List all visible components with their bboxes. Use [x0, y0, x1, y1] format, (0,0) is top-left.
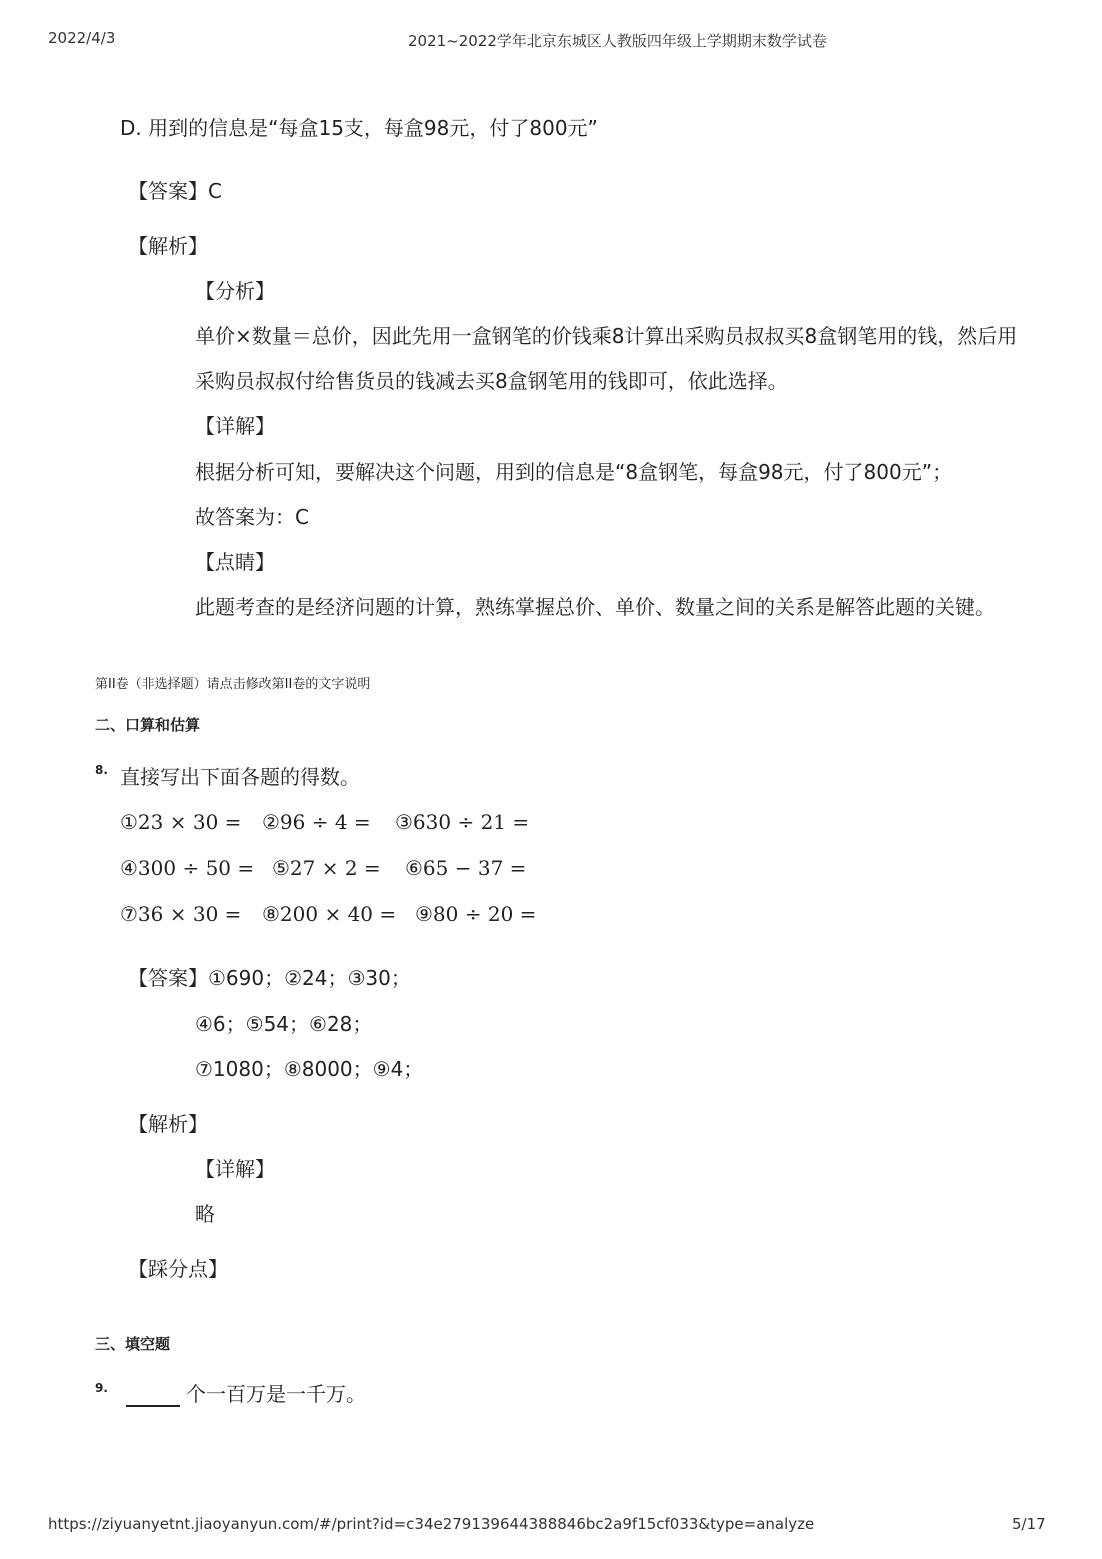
q8-stem: 直接写出下面各题的得数。 [120, 765, 360, 789]
q8-answer-line3: ⑦1080；⑧8000；⑨4； [195, 1057, 424, 1081]
q8-xiangjie-title: 【详解】 [195, 1157, 275, 1181]
q8-number: 8. [95, 763, 108, 777]
q8-item-8: ⑧200 × 40 = [262, 902, 397, 926]
section3-title: 三、填空题 [95, 1335, 171, 1353]
q8-item-1: ①23 × 30 = [120, 810, 242, 834]
q7-fenxi-line1: 单价×数量＝总价，因此先用一盒钢笔的价钱乘8计算出采购员叔叔买8盒钢笔用的钱，然后用 [195, 324, 1018, 348]
page-number: 5/17 [1012, 1515, 1046, 1533]
q8-answer-line2: ④6；⑤54；⑥28； [195, 1012, 373, 1036]
q8-item-5: ⑤27 × 2 = [272, 856, 381, 880]
q8-answer-line1: 【答案】①690；②24；③30； [128, 966, 411, 990]
print-date: 2022/4/3 [48, 29, 116, 47]
page-url: https://ziyuanyetnt.jiaoyanyun.com/#/print?id=c34e279139644388846bc2a9f15cf033&type=analyze [48, 1515, 815, 1533]
q7-xiangjie-title: 【详解】 [195, 414, 275, 438]
q9-answer-blank[interactable] [126, 1383, 180, 1407]
q7-analysis-title: 【解析】 [128, 234, 208, 258]
q9-line [126, 1381, 366, 1407]
part2-note: 第II卷（非选择题）请点击修改第II卷的文字说明 [95, 677, 371, 692]
q7-dianjing-title: 【点睛】 [195, 550, 275, 574]
q8-item-3: ③630 ÷ 21 = [395, 810, 530, 834]
q8-item-6: ⑥65 − 37 = [405, 856, 527, 880]
q7-xiangjie-line2: 故答案为：C [195, 505, 309, 529]
q7-dianjing-line1: 此题考查的是经济问题的计算，熟练掌握总价、单价、数量之间的关系是解答此题的关键。 [195, 595, 995, 619]
q7-xiangjie-line1: 根据分析可知，要解决这个问题，用到的信息是“8盒钢笔，每盒98元，付了800元”； [195, 460, 953, 484]
q8-analysis-title: 【解析】 [128, 1112, 208, 1136]
q8-item-9: ⑨80 ÷ 20 = [415, 902, 537, 926]
document-title: 2021~2022学年北京东城区人教版四年级上学期期末数学试卷 [408, 32, 827, 50]
q8-item-7: ⑦36 × 30 = [120, 902, 242, 926]
q7-answer: 【答案】C [128, 179, 222, 203]
q8-xiangjie-text: 略 [195, 1202, 215, 1226]
q8-item-4: ④300 ÷ 50 = [120, 856, 255, 880]
section2-title: 二、口算和估算 [95, 716, 201, 734]
q9-number: 9. [95, 1381, 108, 1395]
option-d: D. 用到的信息是“每盒15支，每盒98元，付了800元” [120, 116, 598, 140]
q7-fenxi-line2: 采购员叔叔付给售货员的钱减去买8盒钢笔用的钱即可，依此选择。 [195, 369, 788, 393]
q8-points-title: 【踩分点】 [128, 1257, 228, 1281]
q8-item-2: ②96 ÷ 4 = [262, 810, 371, 834]
q9-stem: 个一百万是一千万。 [186, 1382, 366, 1406]
q7-fenxi-title: 【分析】 [195, 279, 275, 303]
